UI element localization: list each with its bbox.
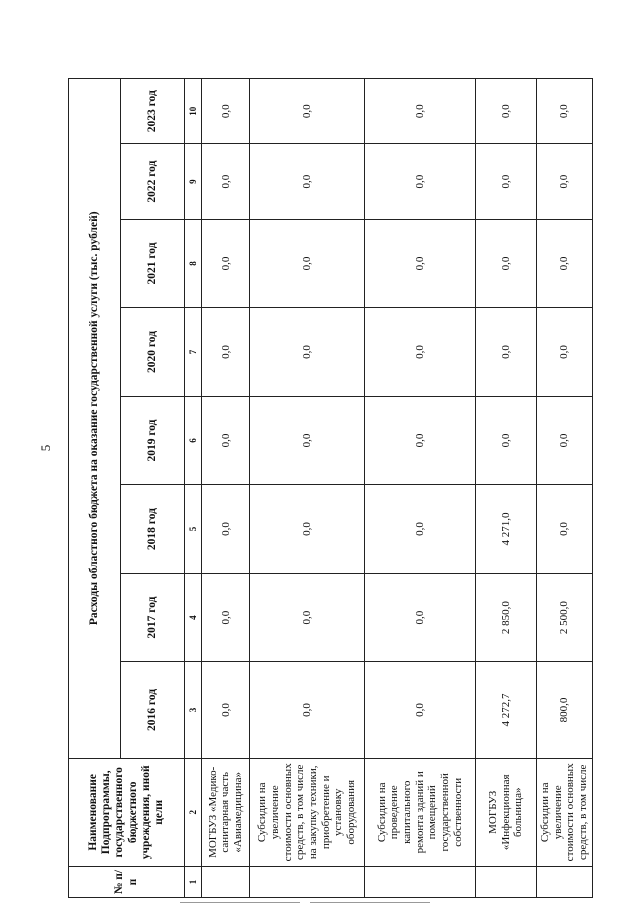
value-cell: 2 850,0 [476, 573, 537, 662]
value-cell: 0,0 [202, 396, 250, 485]
row-num [476, 867, 537, 898]
table-row [365, 79, 476, 898]
header-year: 2020 год [121, 308, 185, 397]
row-name: Субсидии на увеличение стоимости основных средств, в том числе [537, 758, 593, 866]
budget-table [68, 78, 593, 898]
index-cell: 7 [185, 308, 202, 397]
value-cell: 0,0 [537, 485, 593, 574]
index-cell: 2 [185, 758, 202, 866]
value-cell: 0,0 [476, 144, 537, 219]
value-cell: 0,0 [365, 219, 476, 308]
value-cell: 0,0 [365, 308, 476, 397]
index-cell: 9 [185, 144, 202, 219]
value-cell: 0,0 [537, 308, 593, 397]
value-cell: 0,0 [202, 662, 250, 758]
value-cell: 800,0 [537, 662, 593, 758]
value-cell: 0,0 [365, 662, 476, 758]
value-cell: 0,0 [537, 79, 593, 144]
value-cell: 0,0 [202, 219, 250, 308]
value-cell: 0,0 [365, 144, 476, 219]
index-cell: 10 [185, 79, 202, 144]
row-name: Субсидии на увеличение стоимости основных средств, в том числе на закупку техники, приобретение и установку оборудования [250, 758, 365, 866]
header-year: 2016 год [121, 662, 185, 758]
index-cell: 3 [185, 662, 202, 758]
page-number: 5 [38, 444, 53, 452]
value-cell: 0,0 [250, 308, 365, 397]
scan-artifact [310, 902, 430, 903]
value-cell: 0,0 [250, 662, 365, 758]
value-cell: 0,0 [250, 485, 365, 574]
value-cell: 0,0 [476, 79, 537, 144]
budget-table-rotated [68, 78, 589, 898]
header-name: Наименование Подпрограммы, государственного бюджетного учреждения, иной цели [69, 758, 185, 866]
value-cell: 0,0 [476, 396, 537, 485]
row-num [202, 867, 250, 898]
value-cell: 0,0 [202, 485, 250, 574]
index-cell: 5 [185, 485, 202, 574]
value-cell: 0,0 [250, 396, 365, 485]
table-row [476, 79, 537, 898]
value-cell: 0,0 [250, 573, 365, 662]
index-cell: 4 [185, 573, 202, 662]
index-cell: 1 [185, 867, 202, 898]
row-name: МОГБУЗ «Медико-санитарная часть «Авиамедицина» [202, 758, 250, 866]
header-year: 2023 год [121, 79, 185, 144]
scan-artifact [180, 902, 300, 903]
value-cell: 0,0 [250, 219, 365, 308]
value-cell: 2 500,0 [537, 573, 593, 662]
value-cell: 0,0 [202, 573, 250, 662]
index-row [185, 79, 202, 898]
row-num [537, 867, 593, 898]
header-year: 2017 год [121, 573, 185, 662]
value-cell: 4 271,0 [476, 485, 537, 574]
table-row [537, 79, 593, 898]
header-year: 2018 год [121, 485, 185, 574]
value-cell: 0,0 [202, 308, 250, 397]
value-cell: 0,0 [537, 144, 593, 219]
table-row [202, 79, 250, 898]
header-year: 2019 год [121, 396, 185, 485]
value-cell: 0,0 [202, 144, 250, 219]
value-cell: 0,0 [537, 396, 593, 485]
value-cell: 0,0 [250, 144, 365, 219]
row-num [365, 867, 476, 898]
value-cell: 4 272,7 [476, 662, 537, 758]
row-name: МОГБУЗ «Инфекционная больница» [476, 758, 537, 866]
table-row [250, 79, 365, 898]
value-cell: 0,0 [250, 79, 365, 144]
header-year: 2021 год [121, 219, 185, 308]
index-cell: 8 [185, 219, 202, 308]
header-row-1 [69, 79, 121, 898]
value-cell: 0,0 [476, 219, 537, 308]
row-num [250, 867, 365, 898]
header-num: № п/п [69, 867, 185, 898]
value-cell: 0,0 [537, 219, 593, 308]
value-cell: 0,0 [476, 308, 537, 397]
value-cell: 0,0 [365, 485, 476, 574]
header-group: Расходы областного бюджета на оказание государственной услуги (тыс. рублей) [69, 79, 121, 759]
value-cell: 0,0 [365, 396, 476, 485]
value-cell: 0,0 [365, 79, 476, 144]
row-name: Субсидии на проведение капитального ремонта зданий и помещений государственной собственности [365, 758, 476, 866]
value-cell: 0,0 [202, 79, 250, 144]
header-year: 2022 год [121, 144, 185, 219]
value-cell: 0,0 [365, 573, 476, 662]
index-cell: 6 [185, 396, 202, 485]
